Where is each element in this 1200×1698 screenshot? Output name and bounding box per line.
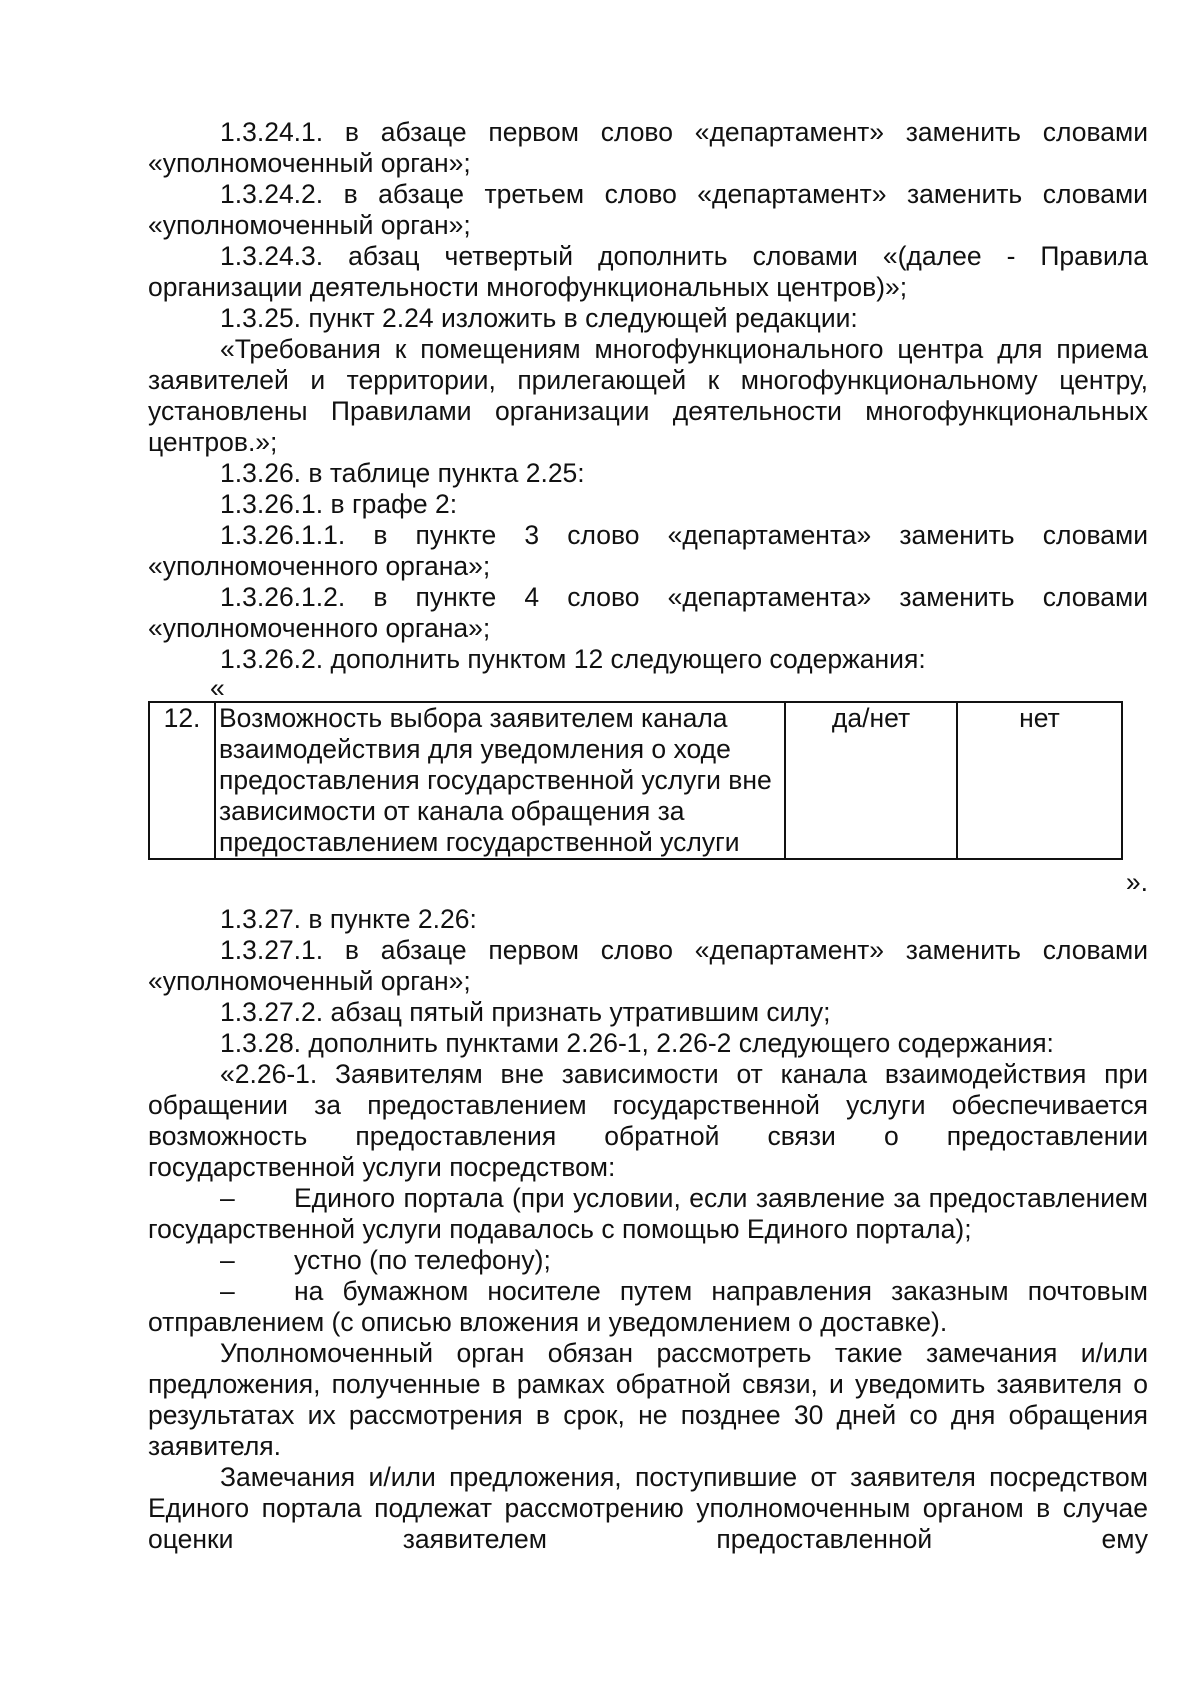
paragraph-1-3-27-1: 1.3.27.1. в абзаце первом слово «департамент» заменить словами «уполномоченный орган»; xyxy=(148,935,1148,996)
list-item xyxy=(148,1245,1148,1276)
paragraph-1-3-26-1: 1.3.26.1. в графе 2: xyxy=(220,489,458,519)
table-cell-number: 12. xyxy=(149,702,215,859)
list-item-text: устно (по телефону); xyxy=(294,1245,551,1275)
paragraph-authority-obligation: Уполномоченный орган обязан рассмотреть такие замечания и/или предложения, полученные в рамках обратной связи, и уведомить заявителя о результатах их рассмотрения в срок, не позднее 30 дней со дня обращения заявителя. xyxy=(148,1338,1148,1461)
paragraph-1-3-26-1-1: 1.3.26.1.1. в пункте 3 слово «департамента» заменить словами «уполномоченного органа»; xyxy=(148,520,1148,581)
paragraph-1-3-28: 1.3.28. дополнить пунктами 2.26-1, 2.26-2 следующего содержания: xyxy=(220,1028,1054,1058)
list-item-text: Единого портала (при условии, если заявление за предоставлением государственной услуги подавалось с помощью Единого портала); xyxy=(148,1183,1148,1244)
paragraph-1-3-26-2: 1.3.26.2. дополнить пунктом 12 следующего содержания: xyxy=(220,644,926,674)
table-open-quote: « xyxy=(210,673,225,703)
paragraph-2-26-1: «2.26-1. Заявителям вне зависимости от канала взаимодействия при обращении за предоставлением государственной услуги обеспечивается возможность предоставления обратной связи о предоставлении государственной услуги посредством: xyxy=(148,1059,1148,1182)
paragraph-1-3-24-3: 1.3.24.3. абзац четвертый дополнить словами «(далее - Правила организации деятельности многофункциональных центров)»; xyxy=(148,241,1148,302)
table-cell-note: нет xyxy=(957,702,1122,859)
dash-marker: – xyxy=(220,1245,235,1275)
dash-marker: – xyxy=(220,1276,235,1306)
paragraph-1-3-24-1: 1.3.24.1. в абзаце первом слово «департамент» заменить словами «уполномоченный орган»; xyxy=(148,117,1148,178)
amendment-table xyxy=(148,701,1123,860)
table-close-quote: ». xyxy=(1125,867,1148,897)
table-cell-value: да/нет xyxy=(785,702,957,859)
paragraph-1-3-25: 1.3.25. пункт 2.24 изложить в следующей редакции: xyxy=(220,303,858,333)
paragraph-1-3-26: 1.3.26. в таблице пункта 2.25: xyxy=(220,458,585,488)
table-row xyxy=(149,702,1122,859)
paragraph-1-3-27: 1.3.27. в пункте 2.26: xyxy=(220,904,477,934)
paragraph-portal-remarks: Замечания и/или предложения, поступившие от заявителя посредством Единого портала подлежат рассмотрению уполномоченным органом в случае оценки заявителем предоставленной ему xyxy=(148,1462,1148,1554)
dash-marker: – xyxy=(220,1183,235,1213)
paragraph-1-3-27-2: 1.3.27.2. абзац пятый признать утратившим силу; xyxy=(220,997,831,1027)
list-item-text: на бумажном носителе путем направления заказным почтовым отправлением (с описью вложения и уведомлением о доставке). xyxy=(148,1276,1148,1337)
list-item xyxy=(148,1183,1148,1245)
table-cell-description: Возможность выбора заявителем канала взаимодействия для уведомления о ходе предоставления государственной услуги вне зависимости от канала обращения за предоставлением государственной услуги xyxy=(215,702,785,859)
paragraph-1-3-26-1-2: 1.3.26.1.2. в пункте 4 слово «департамента» заменить словами «уполномоченного органа»; xyxy=(148,582,1148,643)
paragraph-1-3-24-2: 1.3.24.2. в абзаце третьем слово «департамент» заменить словами «уполномоченный орган»; xyxy=(148,179,1148,240)
paragraph-2-24-text: «Требования к помещениям многофункционального центра для приема заявителей и территории, прилегающей к многофункциональному центру, установлены Правилами организации деятельности многофункциональных центров.»; xyxy=(148,334,1148,457)
document-body xyxy=(148,117,1148,1555)
list-item xyxy=(148,1276,1148,1338)
